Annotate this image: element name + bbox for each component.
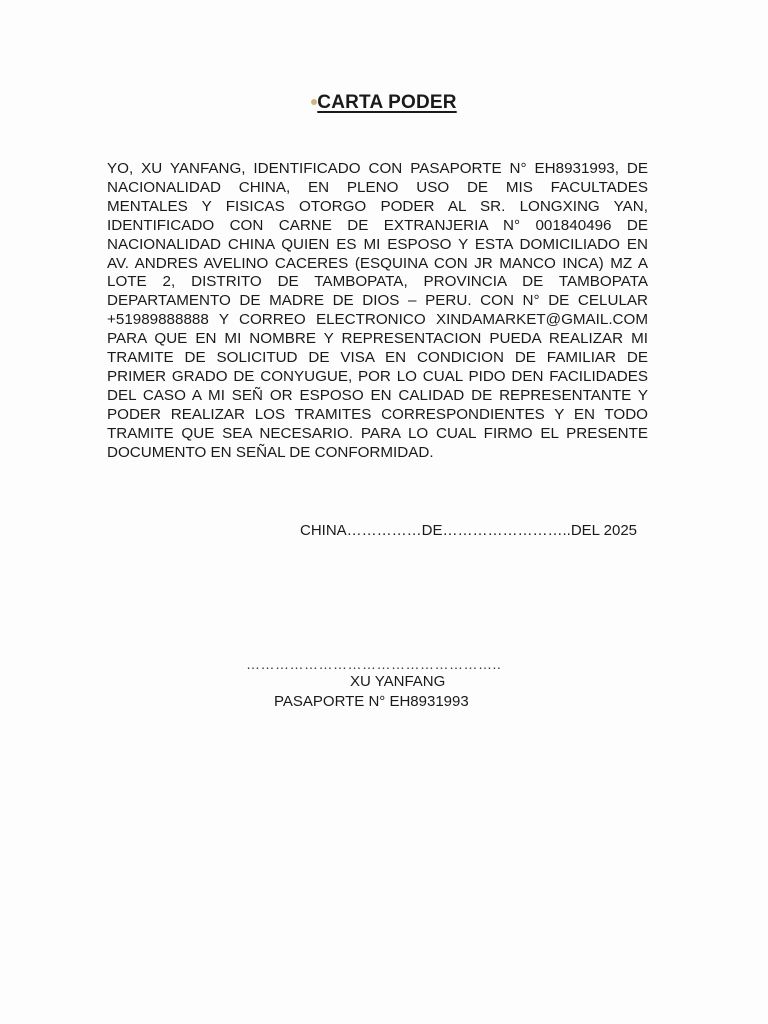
body-line: AV. ANDRES AVELINO CACERES (ESQUINA CON JR MANCO INCA) MZ A [107,254,648,272]
body-line: DOCUMENTO EN SEÑAL DE CONFORMIDAD. [107,443,434,461]
body-line: PRIMER GRADO DE CONYUGUE, POR LO CUAL PIDO DEN FACILIDADES [107,367,648,385]
body-line: TRAMITE DE SOLICITUD DE VISA EN CONDICION DE FAMILIAR DE [107,349,648,367]
body-line: YO, XU YANFANG, IDENTIFICADO CON PASAPORTE N° EH8931993, DE [107,160,648,177]
body-paragraph [107,160,648,463]
body-line: NACIONALIDAD CHINA, EN PLENO USO DE MIS FACULTADES [107,178,648,196]
body-line: NACIONALIDAD CHINA QUIEN ES MI ESPOSO Y ESTA DOMICILIADO EN [107,235,648,253]
signature-line: …………………………………………….. [246,656,502,672]
body-line: MENTALES Y FISICAS OTORGO PODER AL SR. LONGXING YAN, [107,197,648,215]
body-line: PARA QUE EN MI NOMBRE Y REPRESENTACION PUEDA REALIZAR MI [107,330,648,348]
document-title [0,92,768,114]
body-line: TRAMITE QUE SEA NECESARIO. PARA LO CUAL FIRMO EL PRESENTE [107,424,648,442]
body-line: DEPARTAMENTO DE MADRE DE DIOS – PERU. CON N° DE CELULAR [107,292,648,310]
body-line: LOTE 2, DISTRITO DE TAMBOPATA, PROVINCIA DE TAMBOPATA [107,273,648,291]
body-line: PODER REALIZAR LOS TRAMITES CORRESPONDIENTES Y EN TODO [107,405,648,423]
title-text: CARTA PODER [317,92,457,113]
signer-name: XU YANFANG [350,673,446,690]
body-line: IDENTIFICADO CON CARNE DE EXTRANJERIA N° 001840496 DE [107,216,648,234]
place-date-line: CHINA……………DE……………………..DEL 2025 [300,522,638,539]
body-line: DEL CASO A MI SEÑ OR ESPOSO EN CALIDAD DE REPRESENTANTE Y [107,386,648,404]
signer-passport: PASAPORTE N° EH8931993 [274,693,469,710]
body-line: +51989888888 Y CORREO ELECTRONICO XINDAMARKET@GMAIL.COM [107,311,648,329]
